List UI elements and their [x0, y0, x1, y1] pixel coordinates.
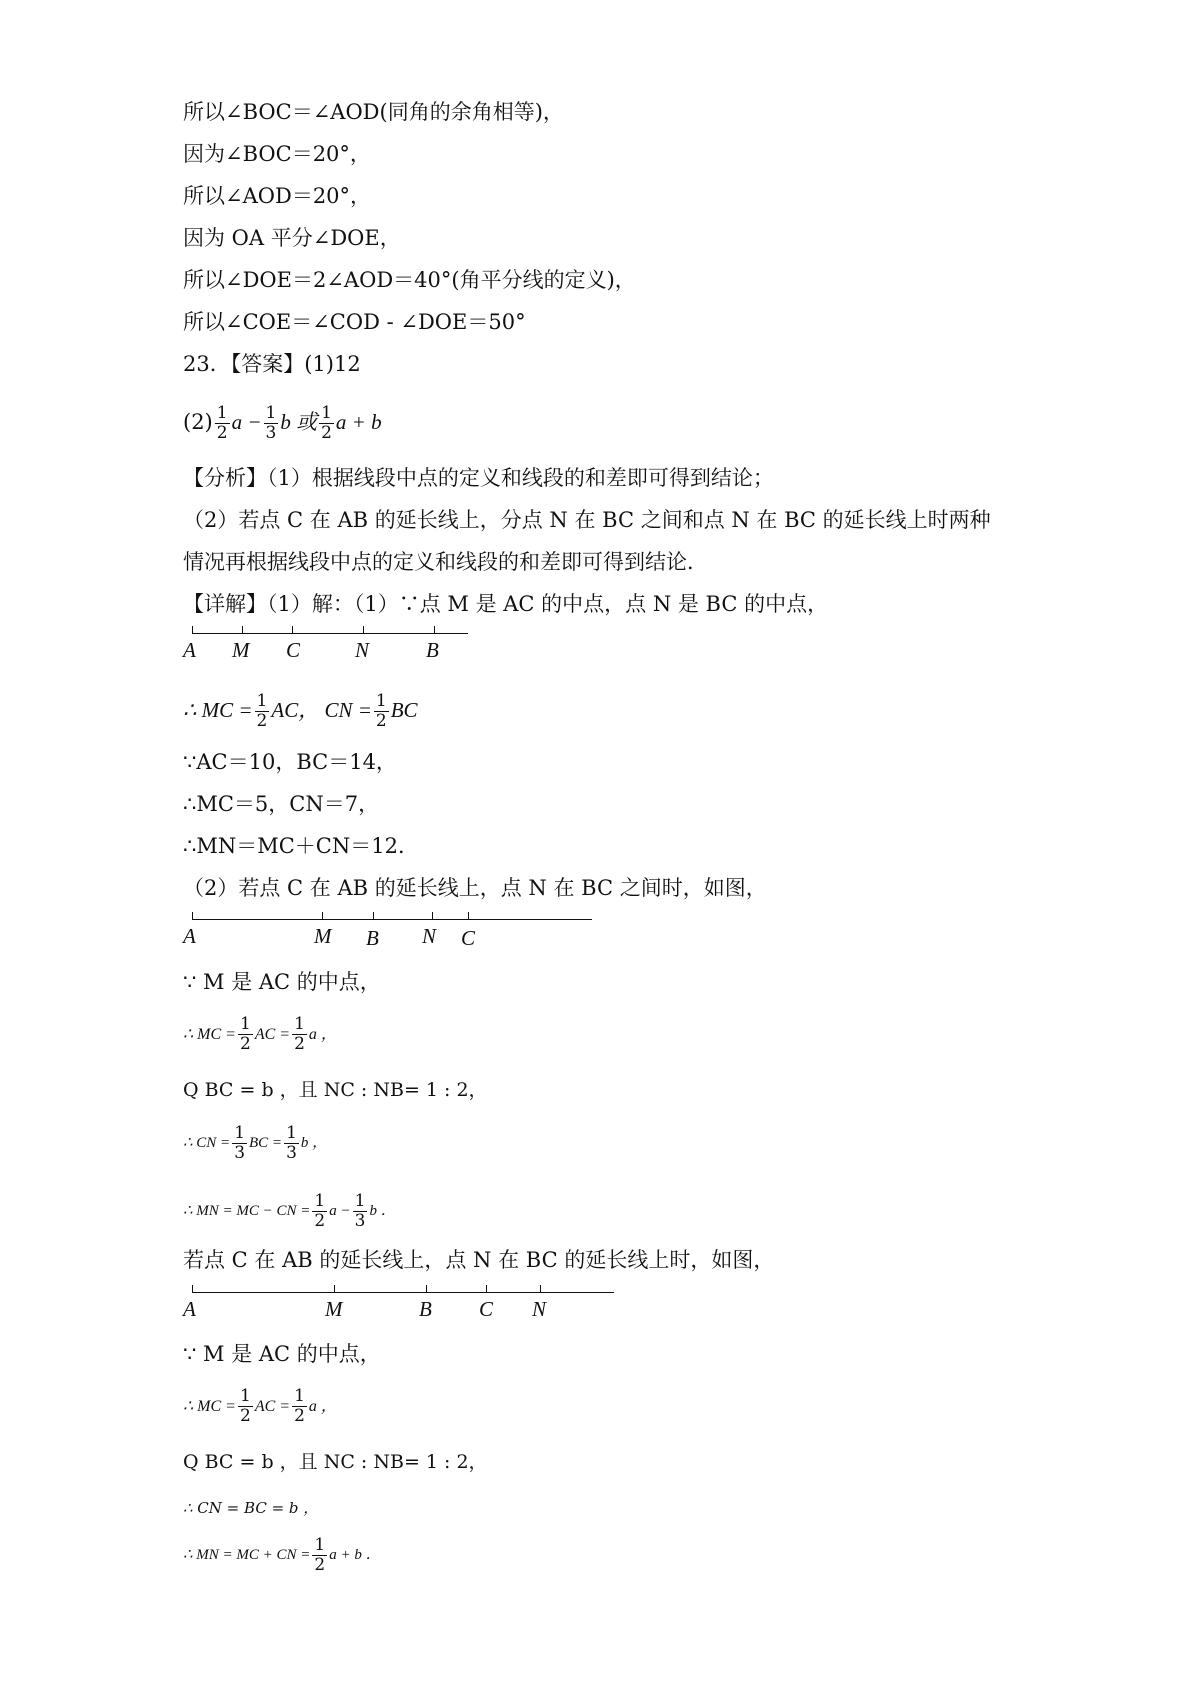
case-1-midpoint: ∵ M 是 AC 的中点， — [183, 970, 381, 994]
case-2-cn: ∴ CN = BC = b ， — [183, 1499, 319, 1517]
case-1-heading: （2）若点 C 在 AB 的延长线上，点 N 在 BC 之间时，如图， — [183, 876, 767, 900]
answer-part2-prefix: (2) — [183, 410, 213, 434]
point-label: N — [532, 1297, 547, 1321]
point-label: M — [314, 924, 332, 948]
point-label: B — [426, 638, 439, 662]
line-2: 因为∠BOC＝20°， — [183, 142, 371, 166]
case-2-heading: 若点 C 在 AB 的延长线上，点 N 在 BC 的延长线上时，如图， — [183, 1248, 775, 1272]
detail-given: ∵AC＝10，BC＝14， — [183, 750, 397, 774]
case-2-midpoint: ∵ M 是 AC 的中点， — [183, 1342, 381, 1366]
line-4: 因为 OA 平分∠DOE， — [183, 226, 401, 250]
fraction-half: $\frac{1}{2}$ — [314, 1190, 326, 1231]
point-label: A — [183, 1297, 196, 1321]
line-5: 所以∠DOE＝2∠AOD＝40°(角平分线的定义)， — [183, 268, 636, 292]
answer-part2: (2) $\frac{1}{2}$ a − $\frac{1}{3}$ b 或 $\frac{1}{2}$ a + b — [183, 403, 382, 443]
fraction-half: $\frac{1}{2}$ — [239, 1014, 251, 1054]
case-2-mn: ∴ MN = MC + CN = $\frac{1}{2}$ a + b ． — [183, 1534, 381, 1575]
case-1-mc: ∴ MC = $\frac{1}{2}$ AC = $\frac{1}{2}$ a ， — [183, 1014, 337, 1054]
point-label: A — [183, 638, 196, 662]
point-label: N — [422, 924, 437, 948]
fraction-half: $\frac{1}{2}$ — [216, 403, 228, 443]
point-label: M — [232, 638, 250, 662]
fraction-third: $\frac{1}{3}$ — [234, 1122, 246, 1163]
case-1-bc: Q BC = b ，且 NC : NB= 1 : 2， — [183, 1079, 488, 1101]
fraction-half: $\frac{1}{2}$ — [375, 691, 387, 731]
point-label: C — [479, 1297, 494, 1321]
detail-line-1: 【详解】（1）解：（1）∵点 M 是 AC 的中点，点 N 是 BC 的中点， — [183, 592, 829, 616]
fraction-half: $\frac{1}{2}$ — [294, 1014, 305, 1054]
detail-mc-cn: ∴ MC = $\frac{1}{2}$ AC， CN = $\frac{1}{2}$ BC — [183, 691, 418, 731]
point-label: C — [461, 926, 476, 950]
line-1: 所以∠BOC＝∠AOD(同角的余角相等)， — [183, 100, 564, 124]
fraction-half: $\frac{1}{2}$ — [256, 691, 268, 731]
fraction-third: $\frac{1}{3}$ — [286, 1122, 297, 1163]
fraction-half: $\frac{1}{2}$ — [239, 1386, 251, 1426]
analysis-line-2: （2）若点 C 在 AB 的延长线上，分点 N 在 BC 之间和点 N 在 BC 的延长线上时两种 — [183, 508, 991, 532]
line-3: 所以∠AOD＝20°， — [183, 184, 372, 208]
point-label: C — [286, 638, 301, 662]
answer-heading: 23．【答案】(1)12 — [183, 352, 361, 376]
case-2-bc: Q BC = b ，且 NC : NB= 1 : 2， — [183, 1451, 488, 1473]
fraction-third: $\frac{1}{3}$ — [265, 403, 277, 443]
fraction-half: $\frac{1}{2}$ — [321, 403, 332, 443]
fraction-half: $\frac{1}{2}$ — [314, 1534, 326, 1575]
analysis-line-3: 情况再根据线段中点的定义和线段的和差即可得到结论． — [183, 550, 708, 574]
point-label: A — [183, 924, 196, 948]
point-label: B — [419, 1297, 432, 1321]
fraction-third: $\frac{1}{3}$ — [354, 1190, 366, 1231]
case-1-cn: ∴ CN = $\frac{1}{3}$ BC = $\frac{1}{3}$ b ， — [183, 1122, 328, 1163]
case-2-mc: ∴ MC = $\frac{1}{2}$ AC = $\frac{1}{2}$ a ， — [183, 1386, 337, 1426]
analysis-line-1: 【分析】（1）根据线段中点的定义和线段的和差即可得到结论； — [183, 466, 774, 490]
fraction-half: $\frac{1}{2}$ — [294, 1386, 305, 1426]
case-1-mn: ∴ MN = MC − CN = $\frac{1}{2}$ a − $\frac{1}{3}$ b ． — [183, 1190, 396, 1231]
line-6: 所以∠COE＝∠COD - ∠DOE＝50° — [183, 310, 526, 334]
point-label: B — [366, 926, 379, 950]
point-label: N — [355, 638, 370, 662]
detail-result: ∴MN＝MC＋CN＝12． — [183, 834, 419, 858]
point-label: M — [325, 1297, 343, 1321]
detail-values: ∴MC＝5，CN＝7， — [183, 792, 380, 816]
